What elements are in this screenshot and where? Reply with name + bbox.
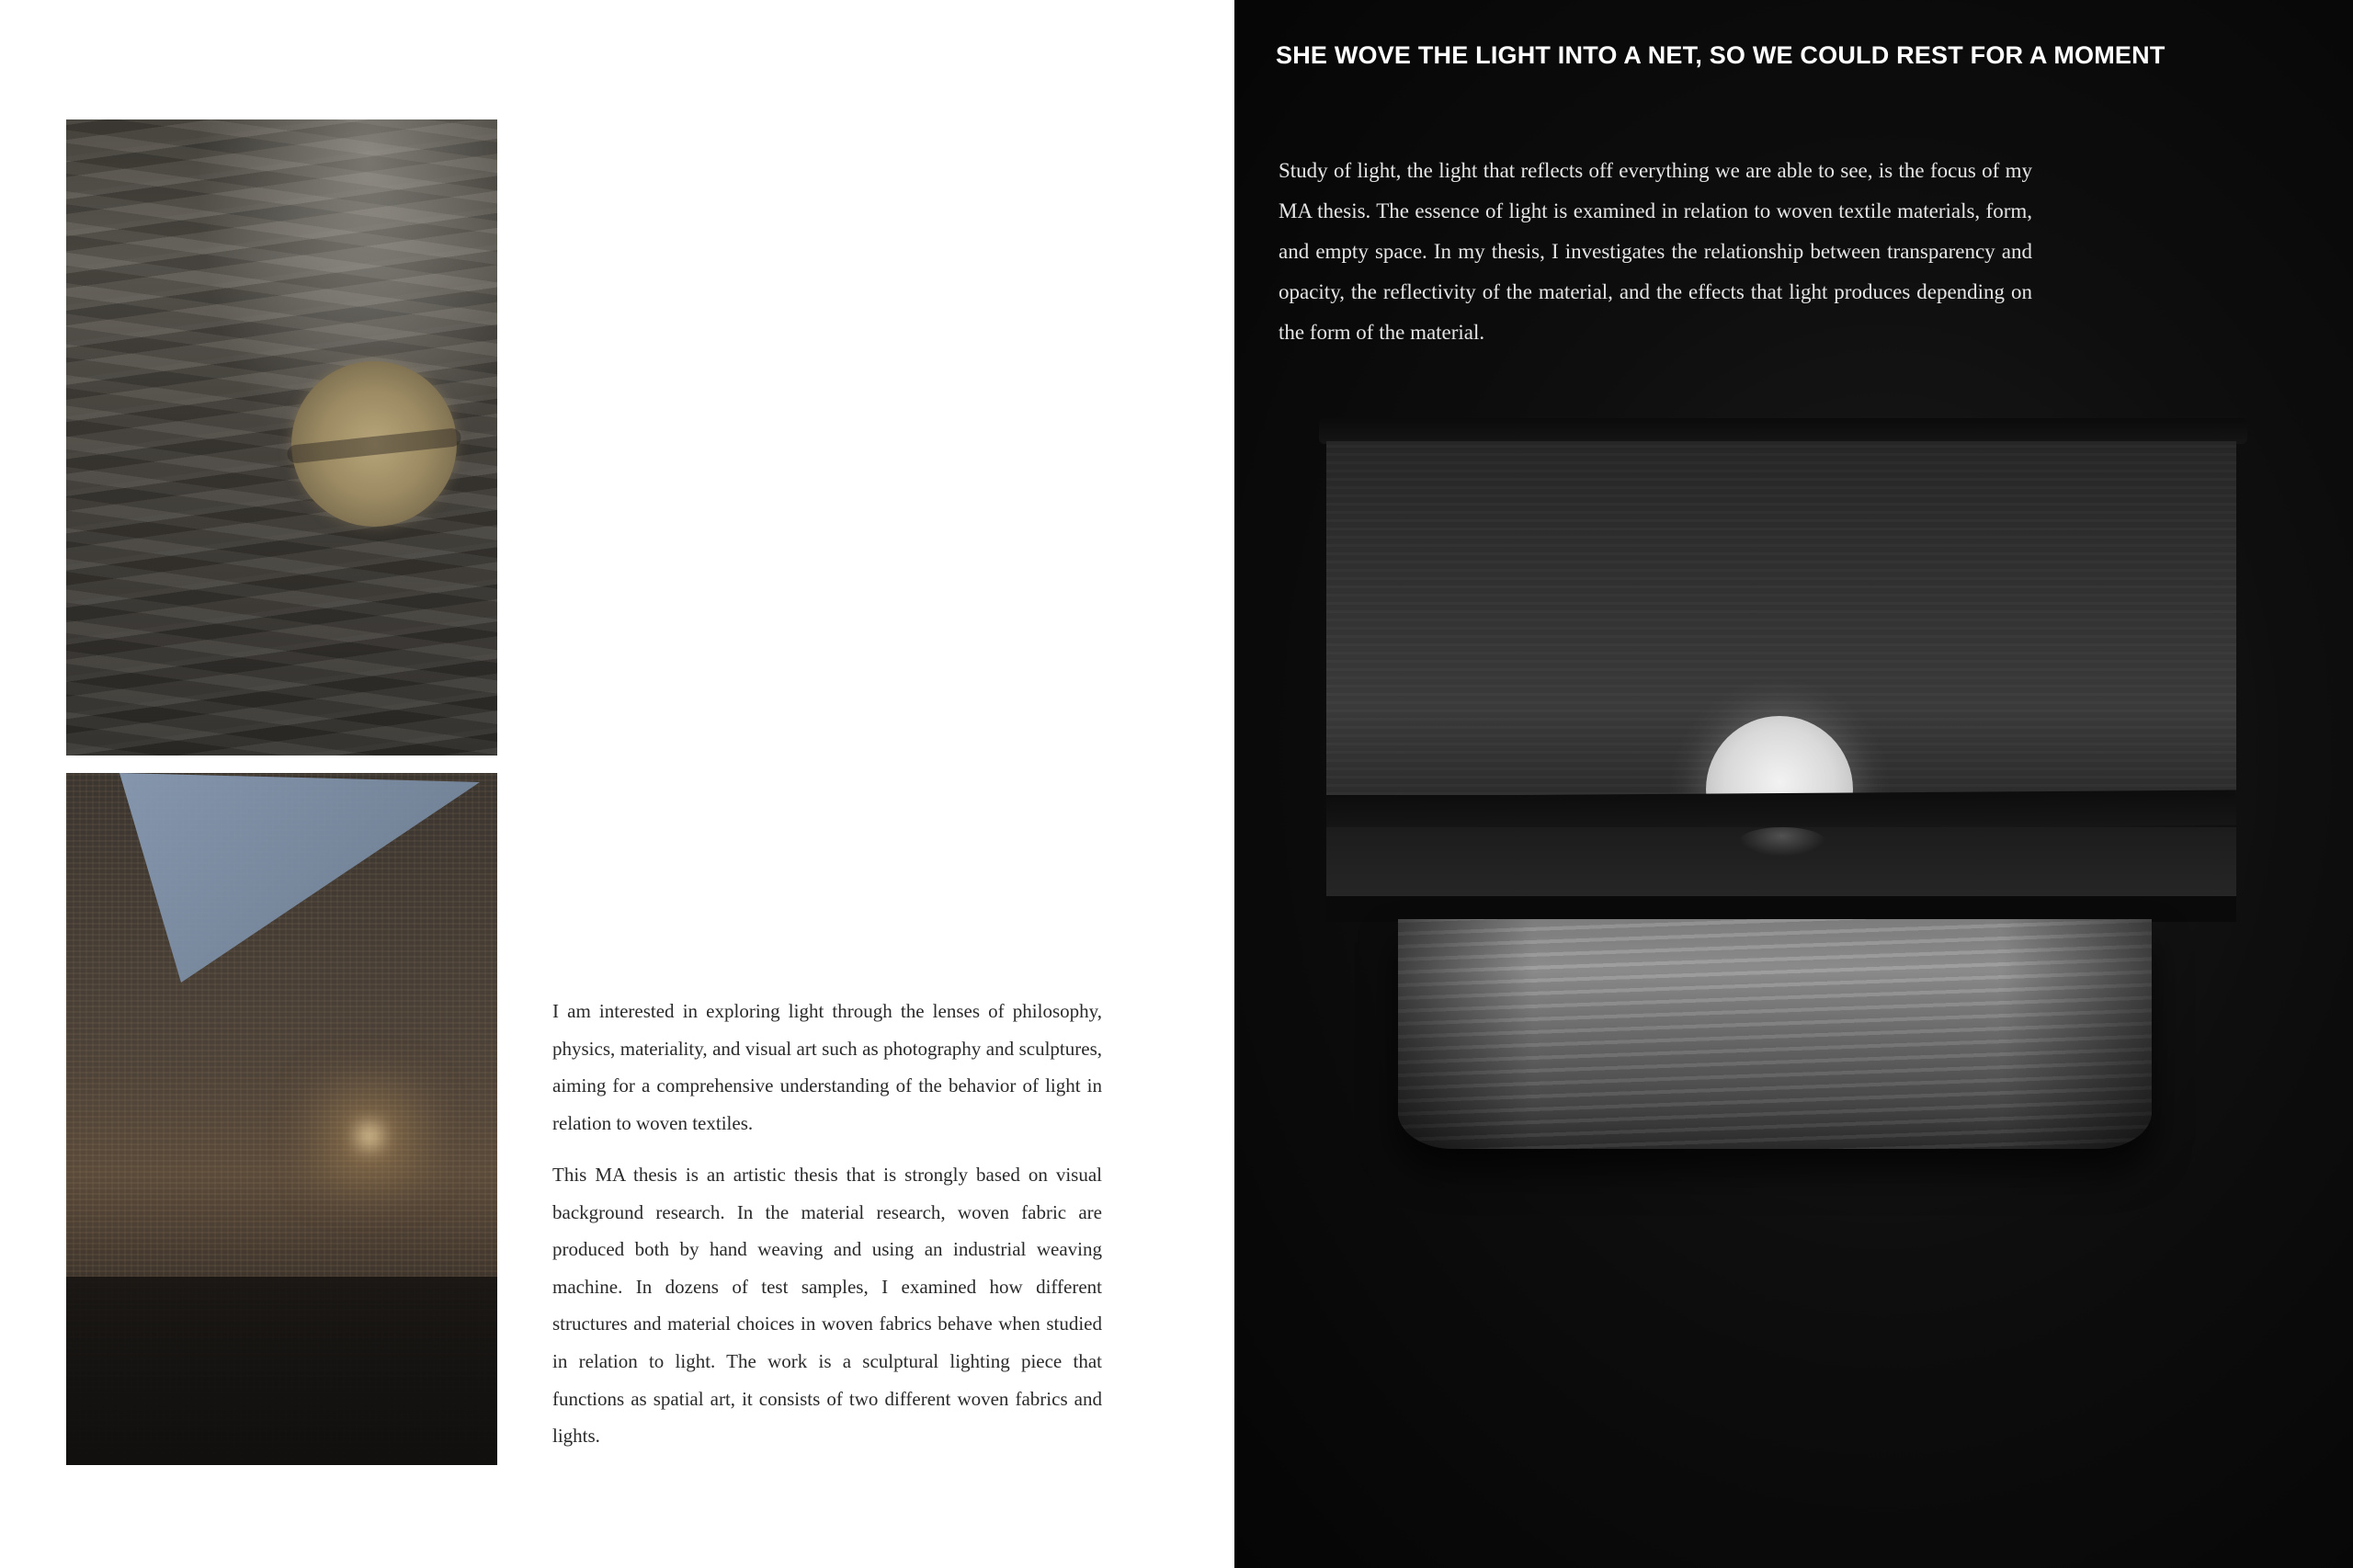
body-paragraph-1: I am interested in exploring light through the lenses of philosophy, physics, materiality, and visual art such as photography and sculptures, aiming for a comprehensive understanding of the behavior of light in relation to woven textiles. [552,1000,1102,1134]
lamp-dark-band [1326,790,2236,832]
light-reflection [1738,827,1826,857]
intro-paragraph: Study of light, the light that reflects off everything we are able to see, is the focus of my MA thesis. The essence of light is examined in relation to woven textile materials, form, and empty space. In my thesis, I investigates the relationship between transparency and opacity, the reflectivity of the material, and the effects that light produces depending on the form of the material. [1279,159,2032,344]
body-paragraph-2: This MA thesis is an artistic thesis that is strongly based on visual background research. In the material research, woven fabric are produced both by hand weaving and using an industrial weaving machine. In dozens of test samples, I examined how different structures and material choices in woven fabrics behave when studied in relation to light. The work is a sculptural lighting piece that functions as spatial art, it consists of two different woven fabrics and lights. [552,1164,1102,1448]
lamp-middle-frame [1326,896,2236,922]
right-page [1234,0,2353,1568]
lamp-lower-shade [1398,919,2152,1149]
lamp-top-frame [1319,418,2247,444]
wavy-fabric-light-circle-photo [66,119,497,756]
dark-lower-area [66,1277,497,1465]
page-headline: SHE WOVE THE LIGHT INTO A NET, SO WE COULD REST FOR A MOMENT [1276,41,2165,69]
dark-fabric-blue-triangle-photo [66,773,497,1465]
